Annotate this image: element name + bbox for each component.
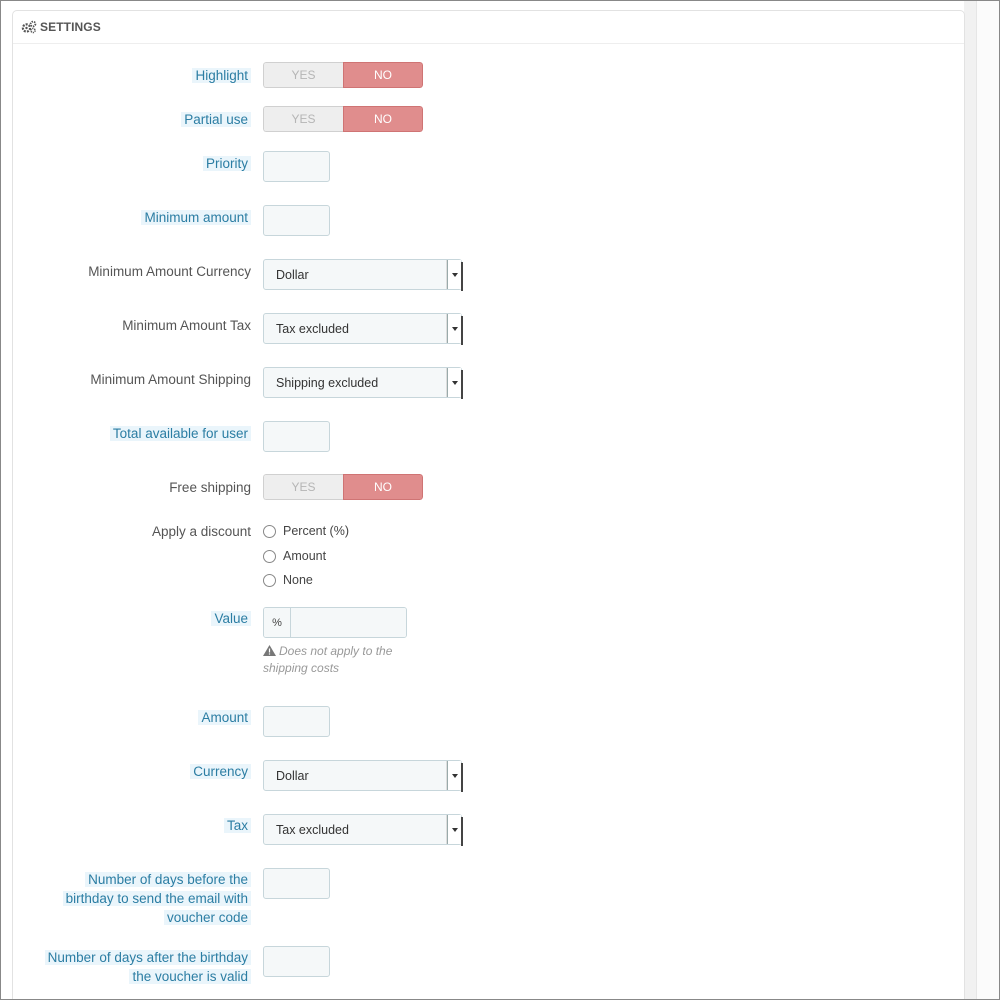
free-shipping-switch[interactable] (263, 474, 423, 500)
apply-discount-label: Apply a discount (151, 524, 251, 539)
value-label: Value (211, 609, 251, 628)
minimum-amount-tax-value: Tax excluded (276, 321, 349, 336)
discount-none-radio[interactable] (263, 571, 313, 589)
panel-title: SETTINGS (40, 20, 101, 34)
discount-amount-label: Amount (283, 549, 327, 563)
panel-heading (13, 11, 964, 44)
settings-panel (12, 10, 965, 1000)
partial-use-switch[interactable] (263, 106, 423, 132)
priority-label: Priority (203, 154, 251, 173)
scrollbar[interactable] (976, 1, 1000, 1000)
value-help-text (263, 643, 423, 677)
highlight-label: Highlight (192, 66, 251, 85)
amount-label: Amount (198, 708, 251, 727)
radio-circle-icon[interactable] (263, 574, 276, 587)
cogs-icon (21, 20, 37, 34)
free-shipping-no-option[interactable]: NO (343, 474, 423, 500)
highlight-yes-option[interactable]: YES (263, 62, 343, 88)
tax-label: Tax (224, 816, 251, 835)
dropdown-arrow-icon (447, 815, 461, 844)
percent-addon: % (264, 608, 291, 637)
dropdown-arrow-icon (447, 368, 461, 397)
discount-percent-radio[interactable] (263, 522, 349, 540)
dropdown-arrow-icon (447, 761, 461, 790)
free-shipping-yes-option[interactable]: YES (263, 474, 343, 500)
discount-percent-label: Percent (%) (283, 524, 349, 538)
dropdown-arrow-icon (447, 314, 461, 343)
minimum-amount-tax-select[interactable] (263, 313, 462, 344)
free-shipping-label: Free shipping (169, 480, 251, 495)
highlight-no-option[interactable]: NO (343, 62, 423, 88)
currency-value: Dollar (276, 768, 309, 783)
value-input-group (263, 607, 407, 638)
days-before-birthday-label: Number of days before the birthday to send the email with voucher code (63, 870, 251, 927)
minimum-amount-currency-select[interactable] (263, 259, 462, 290)
radio-circle-icon[interactable] (263, 525, 276, 538)
warning-icon (263, 645, 276, 656)
partial-use-no-option[interactable]: NO (343, 106, 423, 132)
minimum-amount-shipping-label: Minimum Amount Shipping (90, 372, 251, 387)
discount-none-label: None (283, 573, 313, 587)
highlight-switch[interactable] (263, 62, 423, 88)
minimum-amount-currency-label: Minimum Amount Currency (88, 264, 251, 279)
value-input[interactable] (291, 608, 406, 637)
partial-use-yes-option[interactable]: YES (263, 106, 343, 132)
tax-value: Tax excluded (276, 822, 349, 837)
minimum-amount-input[interactable] (263, 205, 330, 236)
scroll-gutter (964, 1, 976, 1000)
total-available-label: Total available for user (110, 424, 251, 443)
tax-select[interactable] (263, 814, 462, 845)
partial-use-label: Partial use (181, 110, 251, 129)
days-before-birthday-input[interactable] (263, 868, 330, 899)
amount-input[interactable] (263, 706, 330, 737)
radio-circle-icon[interactable] (263, 550, 276, 563)
dropdown-arrow-icon (447, 260, 461, 289)
priority-input[interactable] (263, 151, 330, 182)
minimum-amount-shipping-select[interactable] (263, 367, 462, 398)
days-after-birthday-input[interactable] (263, 946, 330, 977)
minimum-amount-currency-value: Dollar (276, 267, 309, 282)
currency-select[interactable] (263, 760, 462, 791)
discount-amount-radio[interactable] (263, 547, 326, 565)
help-text-line-2: shipping costs (263, 661, 340, 675)
minimum-amount-shipping-value: Shipping excluded (276, 375, 379, 390)
days-after-birthday-label: Number of days after the birthday the voucher is valid (45, 948, 251, 986)
help-text-line-1: Does not apply to the (279, 644, 393, 658)
total-available-input[interactable] (263, 421, 330, 452)
minimum-amount-tax-label: Minimum Amount Tax (122, 318, 251, 333)
minimum-amount-label: Minimum amount (141, 208, 251, 227)
currency-label: Currency (190, 762, 251, 781)
